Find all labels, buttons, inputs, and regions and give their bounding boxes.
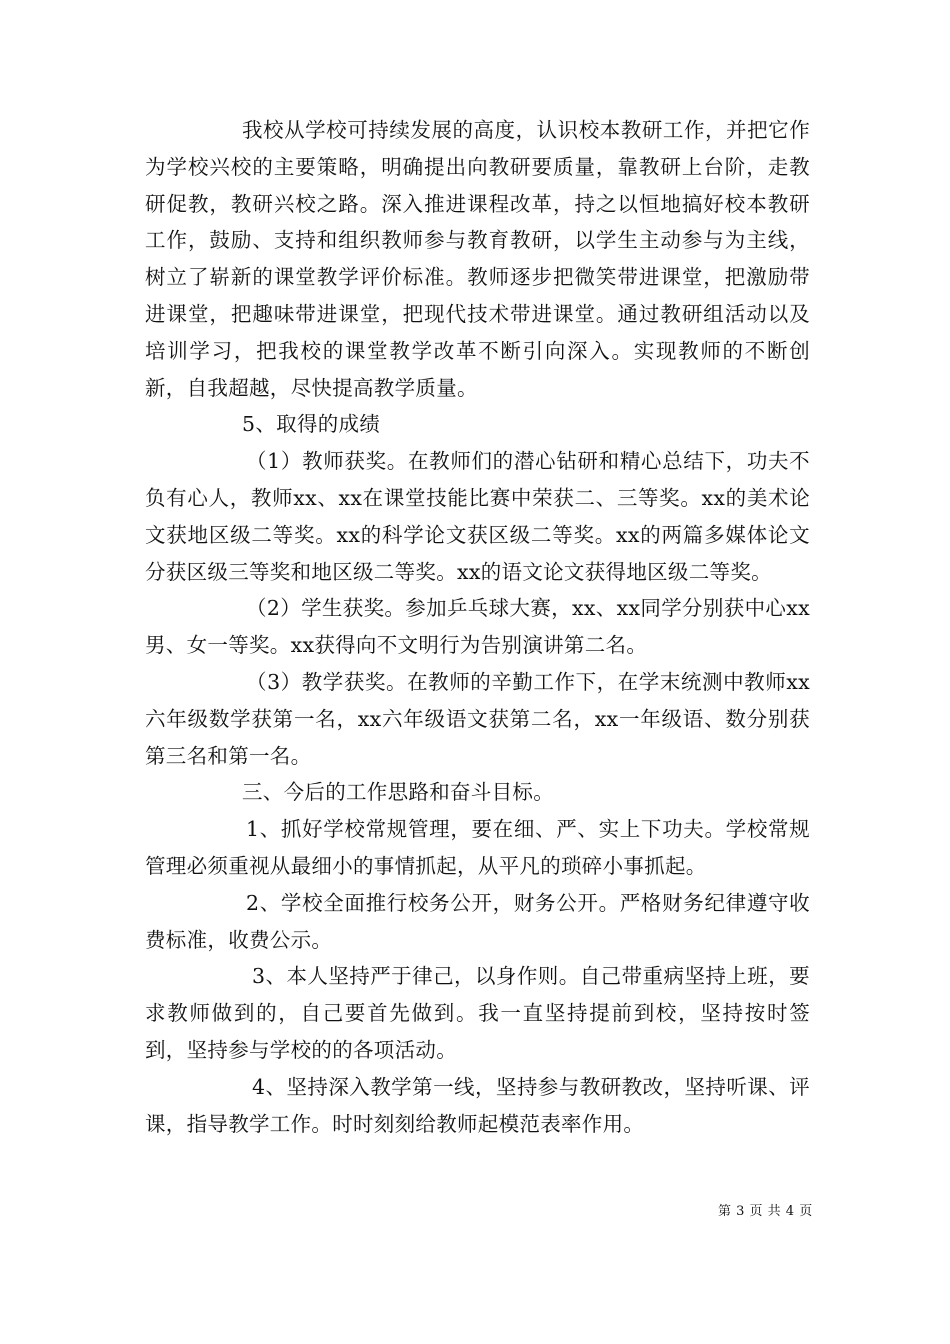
page-number-footer: 第 3 页 共 4 页 — [718, 1204, 813, 1219]
section-heading-future-goals: 三、今后的工作思路和奋斗目标。 — [242, 780, 554, 805]
paragraph-school-research: 我校从学校可持续发展的高度，认识校本教研工作，并把它作为学校兴校的主要策略，明确提出向教研要质量，靠教研上台阶，走教研促教，教研兴校之路。深入推进课程改革，持之以恒地搞好校本教研工作，鼓励、支持和组织教师参与教育教研，以学生主动参与为主线，树立了崭新的课堂教学评价标准。教师逐步把微笑带进课堂，把激励带进课堂，把趣味带进课堂，把现代技术带进课堂。通过教研组活动以及培训学习，把我校的课堂教学改革不断引向深入。实现教师的不断创新，自我超越，尽快提高教学质量。 — [145, 118, 810, 400]
document-body — [145, 112, 810, 1142]
paragraph-self-discipline: 3、本人坚持严于律己，以身作则。自己带重病坚持上班，要求教师做到的，自己要首先做到。我一直坚持提前到校，坚持按时签到，坚持参与学校的的各项活动。 — [145, 964, 810, 1062]
paragraph-transparency: 2、学校全面推行校务公开，财务公开。严格财务纪律遵守收费标准，收费公示。 — [145, 890, 810, 952]
paragraph-teaching-awards: （3）教学获奖。在教师的辛勤工作下，在学末统测中教师xx六年级数学获第一名，xx六年级语文获第二名，xx一年级语、数分别获第三名和第一名。 — [145, 669, 810, 768]
paragraph-teacher-awards: （1）教师获奖。在教师们的潜心钻研和精心总结下，功夫不负有心人，教师xx、xx在课堂技能比赛中荣获二、三等奖。xx的美术论文获地区级二等奖。xx的科学论文获区级二等奖。xx的两篇多媒体论文分获区级三等奖和地区级二等奖。xx的语文论文获得地区级二等奖。 — [145, 449, 810, 584]
paragraph-teaching-frontline: 4、坚持深入教学第一线，坚持参与教研教改，坚持听课、评课，指导教学工作。时时刻刻给教师起模范表率作用。 — [145, 1074, 810, 1136]
paragraph-student-awards: （2）学生获奖。参加乒乓球大赛，xx、xx同学分别获中心xx男、女一等奖。xx获得向不文明行为告别演讲第二名。 — [145, 596, 810, 658]
paragraph-routine-management: 1、抓好学校常规管理，要在细、严、实上下功夫。学校常规管理必须重视从最细小的事情抓起，从平凡的琐碎小事抓起。 — [145, 817, 810, 878]
section-heading-achievements: 5、取得的成绩 — [242, 412, 381, 437]
